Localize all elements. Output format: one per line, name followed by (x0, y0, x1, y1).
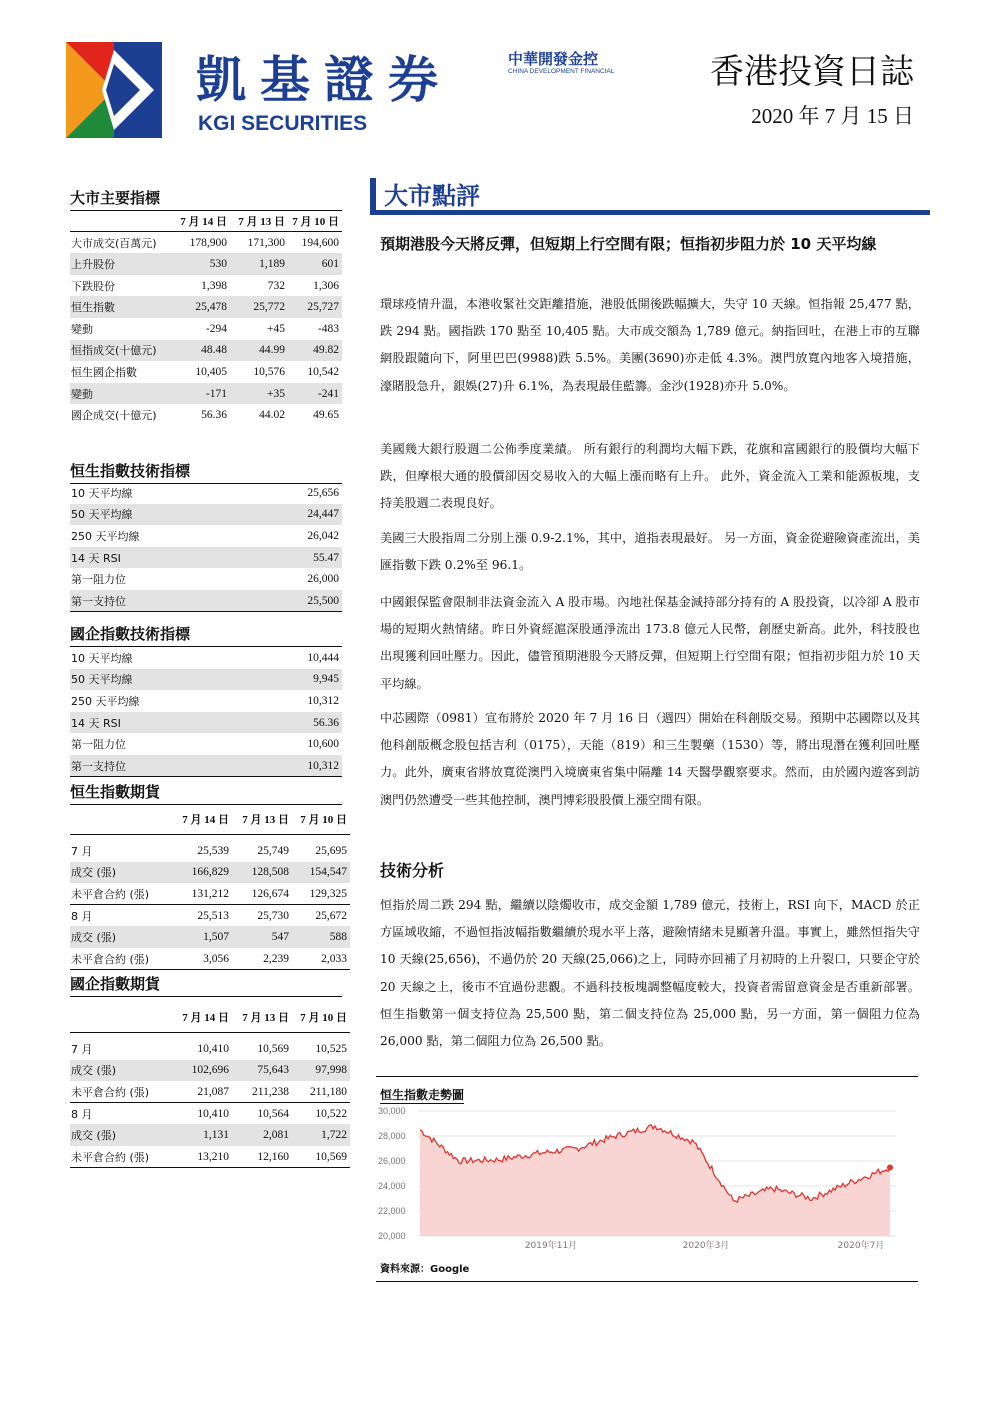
commentary-headline: 預期港股今天將反彈，但短期上行空間有限；恒指初步阻力於 10 天平均線 (380, 235, 877, 253)
chart-title: 恒生指數走勢圖 (380, 1088, 465, 1102)
chart-end-dot (887, 1165, 893, 1171)
table-row: 成交 (張) 1,131 2,081 1,722 (70, 1124, 350, 1146)
chart-y-tick-label: 26,000 (378, 1156, 406, 1166)
chart-y-axis (378, 1106, 406, 1241)
commentary-paragraph: 環球疫情升溫，本港收緊社交距離措施，港股低開後跌幅擴大，失守 10 天線。恒指報 25,477 點，跌 294 點。國指跌 170 點至 10,405 點。大市成交額為 1,789 億元。納指回吐，在港上市的互聯網股跟隨向下，阿里巴巴(9988)跌 5.5%。美團(3690)亦走低 4.3%。澳門放寬內地客入境措施，濠賭股急升，銀娛(27)升 6.1%，為表現最佳藍籌。金沙(1928)亦升 5.0%。 (380, 297, 920, 393)
chart-y-tick-label: 20,000 (378, 1231, 406, 1241)
market-indicators-title: 大市主要指標 (70, 187, 342, 211)
hsi-futures-title: 恒生指數期貨 (70, 781, 342, 805)
col-header: 7 月 13 日 (232, 804, 292, 834)
technical-analysis-title: 技術分析 (380, 861, 445, 880)
table-row: 250 天平均線 10,312 (71, 694, 339, 708)
chart-y-tick-label: 22,000 (378, 1206, 406, 1216)
table-row: 第一支持位 25,500 (70, 590, 342, 612)
col-header: 7 月 14 日 (172, 210, 230, 232)
commentary-paragraph: 美國三大股指周二分別上漲 0.9-2.1%，其中，道指表現最好。 另一方面，資金從避險資產流出，美匯指數下跌 0.2%至 96.1。 (380, 531, 920, 573)
table-row: 恒生指數 25,478 25,772 25,727 (70, 296, 342, 318)
report-title: 香港投資日誌 (710, 52, 914, 92)
table-row: 恒指成交(十億元) 48.48 44.99 49.82 (70, 340, 342, 362)
table-row: 未平倉合約 (張) 21,087 211,238 211,180 (71, 1085, 347, 1099)
hsi-futures-table (70, 804, 350, 970)
table-row: 第一支持位 10,312 (70, 755, 342, 777)
chart-source: 資料來源：Google (380, 1264, 470, 1275)
chart-x-tick-label: 2019年11月 (524, 1241, 578, 1251)
chart-x-tick-label: 2020年7月 (837, 1241, 885, 1251)
table-row: 下跌股份 1,398 732 1,306 (71, 279, 339, 293)
table-row: 變動 -171 +35 -241 (70, 383, 342, 405)
parent-company-en: CHINA DEVELOPMENT FINANCIAL (508, 68, 615, 75)
chart-y-tick-label: 30,000 (378, 1106, 406, 1116)
commentary-paragraph: 中芯國際（0981）宣布將於 2020 年 7 月 16 日（週四）開始在科創版交易。預期中芯國際以及其他科創版概念股包括吉利（0175），天能（819）和三生製藥（1530）等，將出現潛在獲利回吐壓力。此外，廣東省將放寬從澳門入境廣東省集中隔離 14 天醫學觀察要求。然而，由於國內遊客到訪澳門仍然遭受一些其他控制，澳門博彩股股價上漲空間有限。 (380, 711, 920, 807)
col-header: 7 月 10 日 (292, 1002, 350, 1032)
chart-y-tick-label: 24,000 (378, 1181, 406, 1191)
hsi-technical-table (70, 482, 342, 612)
table-row: 國企成交(十億元) 56.36 44.02 49.65 (71, 409, 339, 423)
table-row: 14 天 RSI 55.47 (70, 547, 342, 569)
technical-analysis-paragraph: 恒指於周二跌 294 點，繼續以陰燭收市，成交金額 1,789 億元，技術上，RSI 向下，MACD 於正方區域收縮，不過恒指波幅指數繼續於現水平上落，避險情緒未見顯著升溫。事實上，雖然恒指失守 10 天線(25,656)，不過仍於 20 天線(25,066)之上，同時亦回補了月初時的上升裂口，只要企守於 20 天線之上，後市不宜過份悲觀。不過科技板塊調整幅度較大，投資者需留意資金是否重新部署。恒生指數第一個支持位為 25,500 點，第二個支持位為 25,000 點，另一方面，第一個阻力位為 26,000 點，第二個阻力位為 26,500 點。 (380, 898, 920, 1049)
table-row: 成交 (張) 1,507 547 588 (70, 926, 350, 948)
table-row: 250 天平均線 26,042 (71, 529, 339, 543)
table-row: 7 月 25,539 25,749 25,695 (71, 844, 347, 858)
chart-x-tick-label: 2020年3月 (682, 1241, 730, 1251)
market-indicators-table (70, 210, 342, 426)
chart-x-axis (525, 1239, 885, 1251)
col-header: 7 月 10 日 (292, 804, 350, 834)
market-commentary-title: 大市點評 (384, 182, 480, 210)
table-row: 10 天平均線 25,656 (71, 486, 339, 500)
hsi-technical-title: 恒生指數技術指標 (70, 460, 342, 484)
section-accent-bar (370, 178, 376, 210)
commentary-paragraph: 中國銀保監會限制非法資金流入 A 股市場。內地社保基金減持部分持有的 A 股投資，以冷卻 A 股市場的短期火熱情緒。昨日外資經滬深股通淨流出 173.8 億元人民幣，創歷史新高。此外，科技股也出現獲利回吐壓力。因此，儘管預期港股今天將反彈，但短期上行空間有限；恒指初步阻力於 10 天平均線。 (380, 595, 920, 691)
report-date: 2020 年 7 月 15 日 (751, 104, 914, 128)
table-row: 未平倉合約 (張) 131,212 126,674 129,325 (71, 887, 347, 901)
col-header: 7 月 13 日 (230, 210, 288, 232)
chart-plot (376, 1101, 918, 1261)
table-row: 50 天平均線 9,945 (70, 669, 342, 691)
section-divider (370, 210, 930, 215)
brand-name-en: KGI SECURITIES (198, 112, 368, 135)
hsi-trend-chart (376, 1076, 918, 1282)
col-header: 7 月 14 日 (170, 804, 232, 834)
col-header: 7 月 10 日 (288, 210, 342, 232)
chart-y-tick-label: 28,000 (378, 1131, 406, 1141)
table-row: 10 天平均線 10,444 (71, 651, 339, 665)
hscei-futures-title: 國企指數期貨 (70, 973, 342, 997)
table-row: 14 天 RSI 56.36 (70, 712, 342, 734)
table-row: 8 月 10,410 10,564 10,522 (70, 1103, 350, 1125)
table-row: 7 月 10,410 10,569 10,525 (71, 1042, 347, 1056)
table-row: 8 月 25,513 25,730 25,672 (70, 905, 350, 927)
parent-company-cn: 中華開發金控 (508, 50, 599, 68)
table-row: 第一阻力位 26,000 (71, 573, 339, 587)
table-row: 上升股份 530 1,189 601 (70, 253, 342, 275)
hscei-technical-title: 國企指數技術指標 (70, 623, 342, 647)
col-header: 7 月 13 日 (232, 1002, 292, 1032)
table-row: 成交 (張) 166,829 128,508 154,547 (70, 862, 350, 884)
table-row: 恒生國企指數 10,405 10,576 10,542 (71, 365, 339, 379)
table-row: 變動 -294 +45 -483 (71, 322, 339, 336)
kgi-logo (66, 42, 162, 138)
commentary-paragraph: 美國幾大銀行股週二公佈季度業績。 所有銀行的利潤均大幅下跌，花旗和富國銀行的股價均大幅下跌，但摩根大通的股價卻因交易收入的大幅上漲而略有上升。 此外，資金流入工業和能源板塊，支持美股週二表現良好。 (380, 442, 920, 511)
table-row: 成交 (張) 102,696 75,643 97,998 (70, 1060, 350, 1082)
table-row: 大市成交(百萬元) 178,900 171,300 194,600 (71, 236, 339, 250)
table-row: 第一阻力位 10,600 (71, 738, 339, 752)
brand-name-cn: 凱基證券 (196, 51, 452, 109)
table-row: 50 天平均線 24,447 (70, 504, 342, 526)
table-row: 未平倉合約 (張) 13,210 12,160 10,569 (70, 1146, 350, 1168)
chart-area-fill (420, 1125, 890, 1236)
hscei-technical-table (70, 647, 342, 777)
col-header: 7 月 14 日 (170, 1002, 232, 1032)
hscei-futures-table (70, 1002, 350, 1168)
table-row: 未平倉合約 (張) 3,056 2,239 2,033 (70, 948, 350, 970)
